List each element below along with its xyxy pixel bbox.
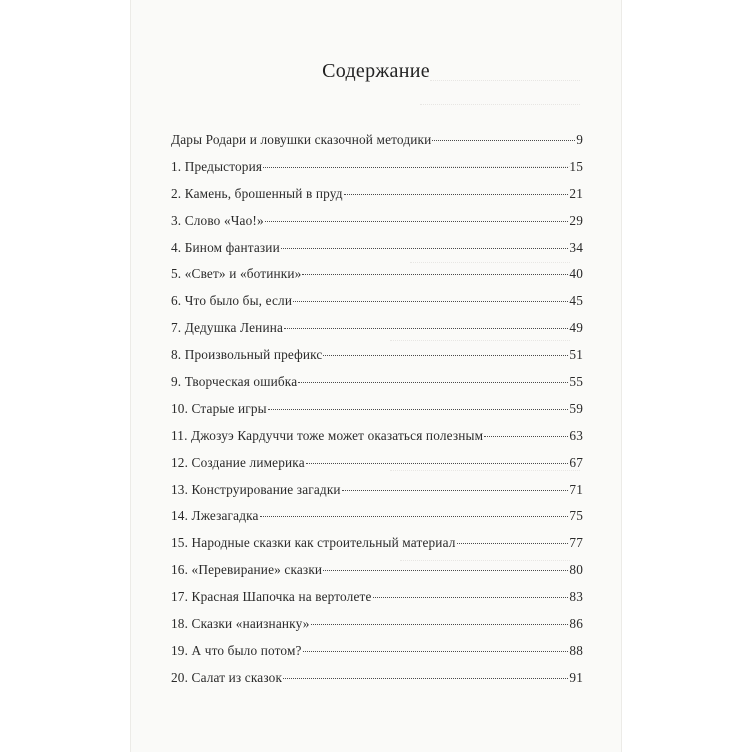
- toc-entry-title: Дары Родари и ловушки сказочной методики: [171, 132, 432, 147]
- toc-dot-leader: [457, 543, 569, 544]
- toc-entry-page-number: 83: [569, 589, 583, 605]
- toc-entry-title: 18. Сказки «наизнанку»: [171, 616, 310, 632]
- toc-dot-leader: [302, 274, 568, 275]
- toc-entry-title: 4. Бином фантазии: [171, 239, 280, 255]
- toc-entry: [171, 670, 583, 697]
- toc-dot-leader: [432, 140, 575, 141]
- toc-entry: [171, 401, 583, 428]
- toc-entry: [171, 132, 583, 159]
- toc-entry-page-number: 29: [569, 212, 583, 228]
- toc-dot-leader: [342, 490, 569, 491]
- show-through-mark: [420, 104, 580, 106]
- toc-dot-leader: [284, 328, 568, 329]
- book-page: [130, 0, 622, 752]
- toc-entry-page-number: 55: [569, 374, 583, 390]
- toc-entry: [171, 508, 583, 535]
- toc-entry-title: 17. Красная Шапочка на вертолете: [171, 589, 372, 605]
- toc-entry: [171, 213, 583, 240]
- toc-entry-page-number: 67: [569, 454, 583, 470]
- toc-entry-title: 14. Лжезагадка: [171, 508, 259, 524]
- table-of-contents: [171, 132, 583, 697]
- page-title: Содержание: [322, 60, 430, 82]
- toc-entry-page-number: 40: [569, 266, 583, 282]
- toc-entry-title: 2. Камень, брошенный в пруд: [171, 185, 343, 201]
- toc-entry-page-number: 80: [569, 562, 583, 578]
- toc-entry-page-number: 86: [569, 616, 583, 632]
- toc-entry-title: 9. Творческая ошибка: [171, 374, 298, 390]
- toc-entry-page-number: 34: [569, 239, 583, 255]
- toc-entry: [171, 293, 583, 320]
- toc-dot-leader: [303, 651, 569, 652]
- toc-dot-leader: [260, 516, 569, 517]
- toc-entry-title: 16. «Перевирание» сказки: [171, 562, 323, 578]
- toc-entry-page-number: 71: [569, 481, 583, 497]
- toc-entry: [171, 428, 583, 455]
- toc-entry-page-number: 63: [569, 427, 583, 443]
- toc-entry-title: 6. Что было бы, если: [171, 293, 293, 309]
- toc-dot-leader: [268, 409, 569, 410]
- toc-dot-leader: [484, 436, 568, 437]
- toc-entry: [171, 240, 583, 267]
- toc-entry: [171, 589, 583, 616]
- toc-dot-leader: [323, 570, 568, 571]
- toc-entry: [171, 455, 583, 482]
- toc-entry-title: 7. Дедушка Ленина: [171, 320, 284, 336]
- toc-entry-title: 15. Народные сказки как строительный материал: [171, 535, 456, 551]
- toc-dot-leader: [311, 624, 569, 625]
- toc-entry: [171, 482, 583, 509]
- toc-entry-title: 5. «Свет» и «ботинки»: [171, 266, 302, 282]
- toc-entry: [171, 643, 583, 670]
- toc-entry-page-number: 59: [569, 400, 583, 416]
- toc-entry-title: 12. Создание лимерика: [171, 454, 305, 470]
- toc-dot-leader: [298, 382, 568, 383]
- toc-entry-page-number: 77: [569, 535, 583, 551]
- toc-dot-leader: [263, 167, 568, 168]
- toc-entry-page-number: 21: [569, 185, 583, 201]
- toc-entry: [171, 186, 583, 213]
- toc-entry: [171, 616, 583, 643]
- toc-entry-title: 3. Слово «Чао!»: [171, 212, 264, 228]
- toc-entry-title: 13. Конструирование загадки: [171, 481, 341, 497]
- toc-dot-leader: [265, 221, 569, 222]
- toc-entry-title: 1. Предыстория: [171, 158, 263, 174]
- toc-entry: [171, 347, 583, 374]
- toc-entry-page-number: 49: [569, 320, 583, 336]
- toc-entry: [171, 562, 583, 589]
- toc-entry-title: 19. А что было потом?: [171, 642, 302, 658]
- toc-entry-page-number: 88: [569, 642, 583, 658]
- toc-dot-leader: [323, 355, 568, 356]
- toc-dot-leader: [281, 248, 569, 249]
- toc-entry: [171, 374, 583, 401]
- toc-entry: [171, 320, 583, 347]
- toc-entry: [171, 159, 583, 186]
- toc-entry: [171, 266, 583, 293]
- toc-entry-title: 10. Старые игры: [171, 400, 267, 416]
- toc-entry-page-number: 45: [569, 293, 583, 309]
- toc-entry-title: 8. Произвольный префикс: [171, 347, 323, 363]
- toc-entry: [171, 535, 583, 562]
- toc-dot-leader: [344, 194, 569, 195]
- toc-entry-page-number: 15: [569, 158, 583, 174]
- toc-entry-title: 20. Салат из сказок: [171, 669, 283, 685]
- toc-entry-title: 11. Джозуэ Кардуччи тоже может оказаться полезным: [171, 427, 484, 443]
- toc-entry-page-number: 51: [569, 347, 583, 363]
- toc-dot-leader: [283, 678, 568, 679]
- toc-entry-page-number: 75: [569, 508, 583, 524]
- toc-dot-leader: [293, 301, 568, 302]
- toc-dot-leader: [306, 463, 569, 464]
- toc-entry-page-number: 9: [576, 132, 583, 147]
- toc-dot-leader: [373, 597, 569, 598]
- toc-entry-page-number: 91: [569, 669, 583, 685]
